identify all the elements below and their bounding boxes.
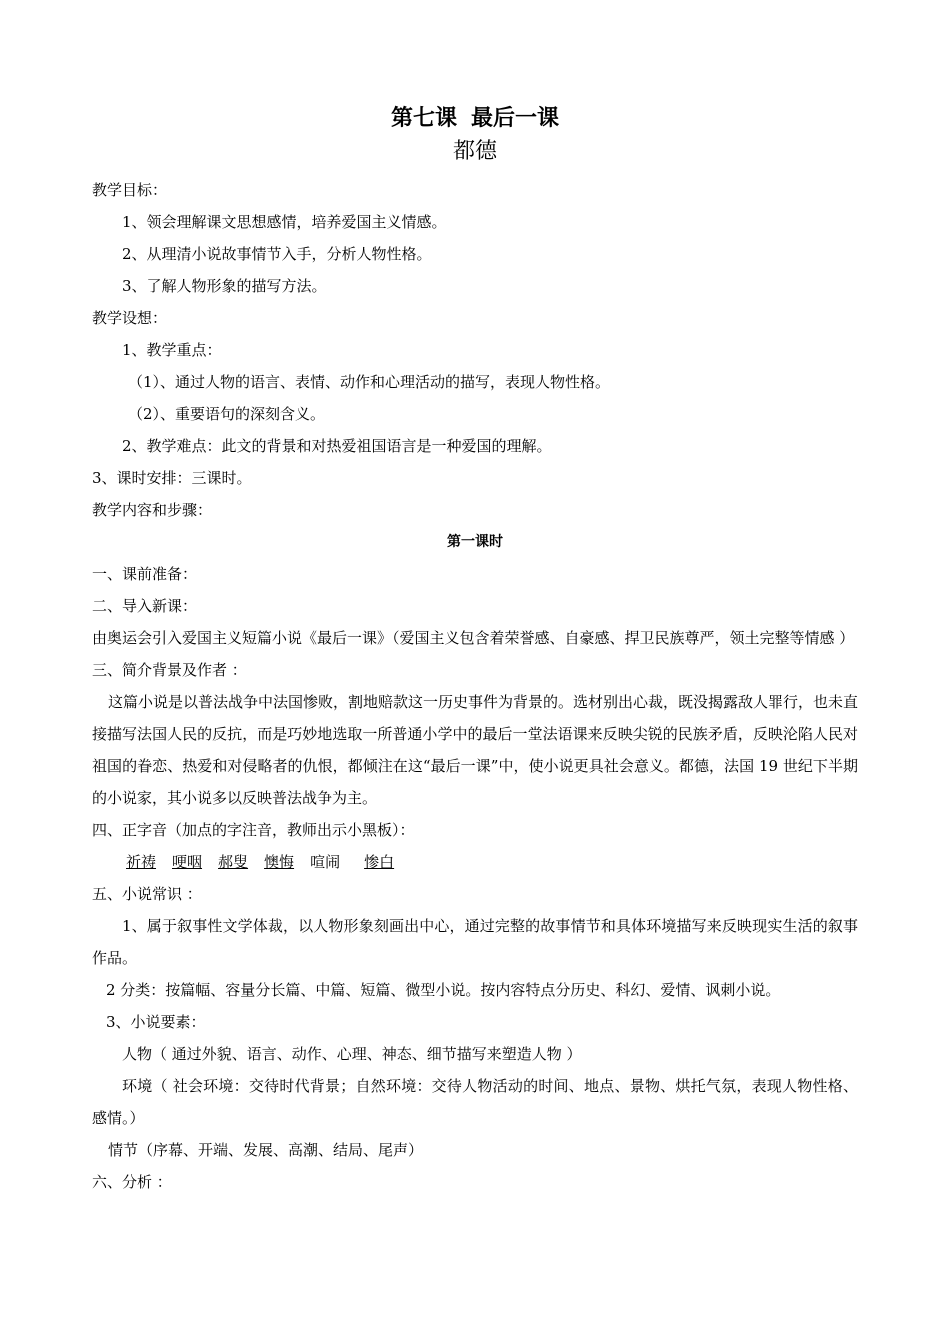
vocab-word: 祈祷 bbox=[126, 853, 157, 871]
objectives-heading: 教学目标： bbox=[92, 181, 168, 199]
title-lesson-number: 第七课 bbox=[390, 105, 457, 131]
design-schedule: 3、课时安排：三课时。 bbox=[92, 469, 252, 487]
vocab-word: 懊悔 bbox=[264, 853, 295, 871]
author-name: 都德 bbox=[452, 139, 497, 164]
element-environment: 环境（ 社会环境：交待时代背景；自然环境：交待人物活动的时间、地点、景物、烘托气氛，表现人物性格、感情。） bbox=[92, 1077, 858, 1127]
step-pronunciation: 四、正字音（加点的字注音，教师出示小黑板）： bbox=[92, 821, 415, 839]
step-novel-knowledge: 五、小说常识 ： bbox=[92, 885, 202, 903]
step-intro: 二、导入新课： bbox=[92, 597, 198, 615]
design-focus: 1、教学重点： bbox=[122, 341, 222, 359]
objective-item: 2、从理清小说故事情节入手，分析人物性格。 bbox=[122, 245, 432, 263]
vocab-word: 惨白 bbox=[364, 853, 395, 871]
page-title bbox=[92, 100, 858, 136]
element-character: 人物（ 通过外貌、语言、动作、心理、神态、细节描写来塑造人物 ） bbox=[122, 1045, 582, 1063]
step-analysis: 六、分析 ： bbox=[92, 1173, 172, 1191]
element-plot: 情节（序幕、开端、发展、高潮、结局、尾声） bbox=[108, 1141, 424, 1159]
step-intro-text: 由奥运会引入爱国主义短篇小说《最后一课》（爱国主义包含着荣誉感、自豪感、捍卫民族尊严，领土完整等情感 ） bbox=[92, 629, 855, 647]
vocab-word: 哽咽 bbox=[172, 853, 203, 871]
vocab-word: 喧闹 bbox=[310, 853, 341, 871]
design-focus-item: （1）、通过人物的语言、表情、动作和心理活动的描写，表现人物性格。 bbox=[128, 373, 611, 391]
objective-item: 3、了解人物形象的描写方法。 bbox=[122, 277, 327, 295]
novel-definition: 1、属于叙事性文学体裁，以人物形象刻画出中心，通过完整的故事情节和具体环境描写来反映现实生活的叙事作品。 bbox=[92, 917, 858, 967]
step-prepare: 一、课前准备： bbox=[92, 565, 198, 583]
design-difficulty: 2、教学难点：此文的背景和对热爱祖国语言是一种爱国的理解。 bbox=[122, 437, 552, 455]
step-background-text: 这篇小说是以普法战争中法国惨败，割地赔款这一历史事件为背景的。选材别出心裁，既没揭露敌人罪行，也未直接描写法国人民的反抗，而是巧妙地选取一所普通小学中的最后一堂法语课来反映尖锐的民族矛盾，反映沦陷人民对祖国的眷恋、热爱和对侵略者的仇恨，都倾注在这“最后一课”中，使小说更具社会意义。都德，法国 19 世纪下半期的小说家，其小说多以反映普法战争为主。 bbox=[92, 693, 859, 807]
novel-elements: 3、小说要素： bbox=[106, 1013, 206, 1031]
objective-item: 1、领会理解课文思想感情，培养爱国主义情感。 bbox=[122, 213, 447, 231]
vocab-list bbox=[92, 846, 858, 878]
vocab-word: 郝叟 bbox=[218, 853, 249, 871]
content-heading: 教学内容和步骤： bbox=[92, 501, 213, 519]
design-focus-item: （2）、重要语句的深刻含义。 bbox=[128, 405, 326, 423]
title-lesson-name: 最后一课 bbox=[471, 105, 560, 131]
novel-classification: 2 分类：按篇幅、容量分长篇、中篇、短篇、微型小说。按内容特点分历史、科幻、爱情、讽刺小说。 bbox=[106, 981, 781, 999]
design-heading: 教学设想： bbox=[92, 309, 168, 327]
lesson-heading: 第一课时 bbox=[447, 534, 503, 550]
step-background: 三、简介背景及作者 ： bbox=[92, 661, 247, 679]
